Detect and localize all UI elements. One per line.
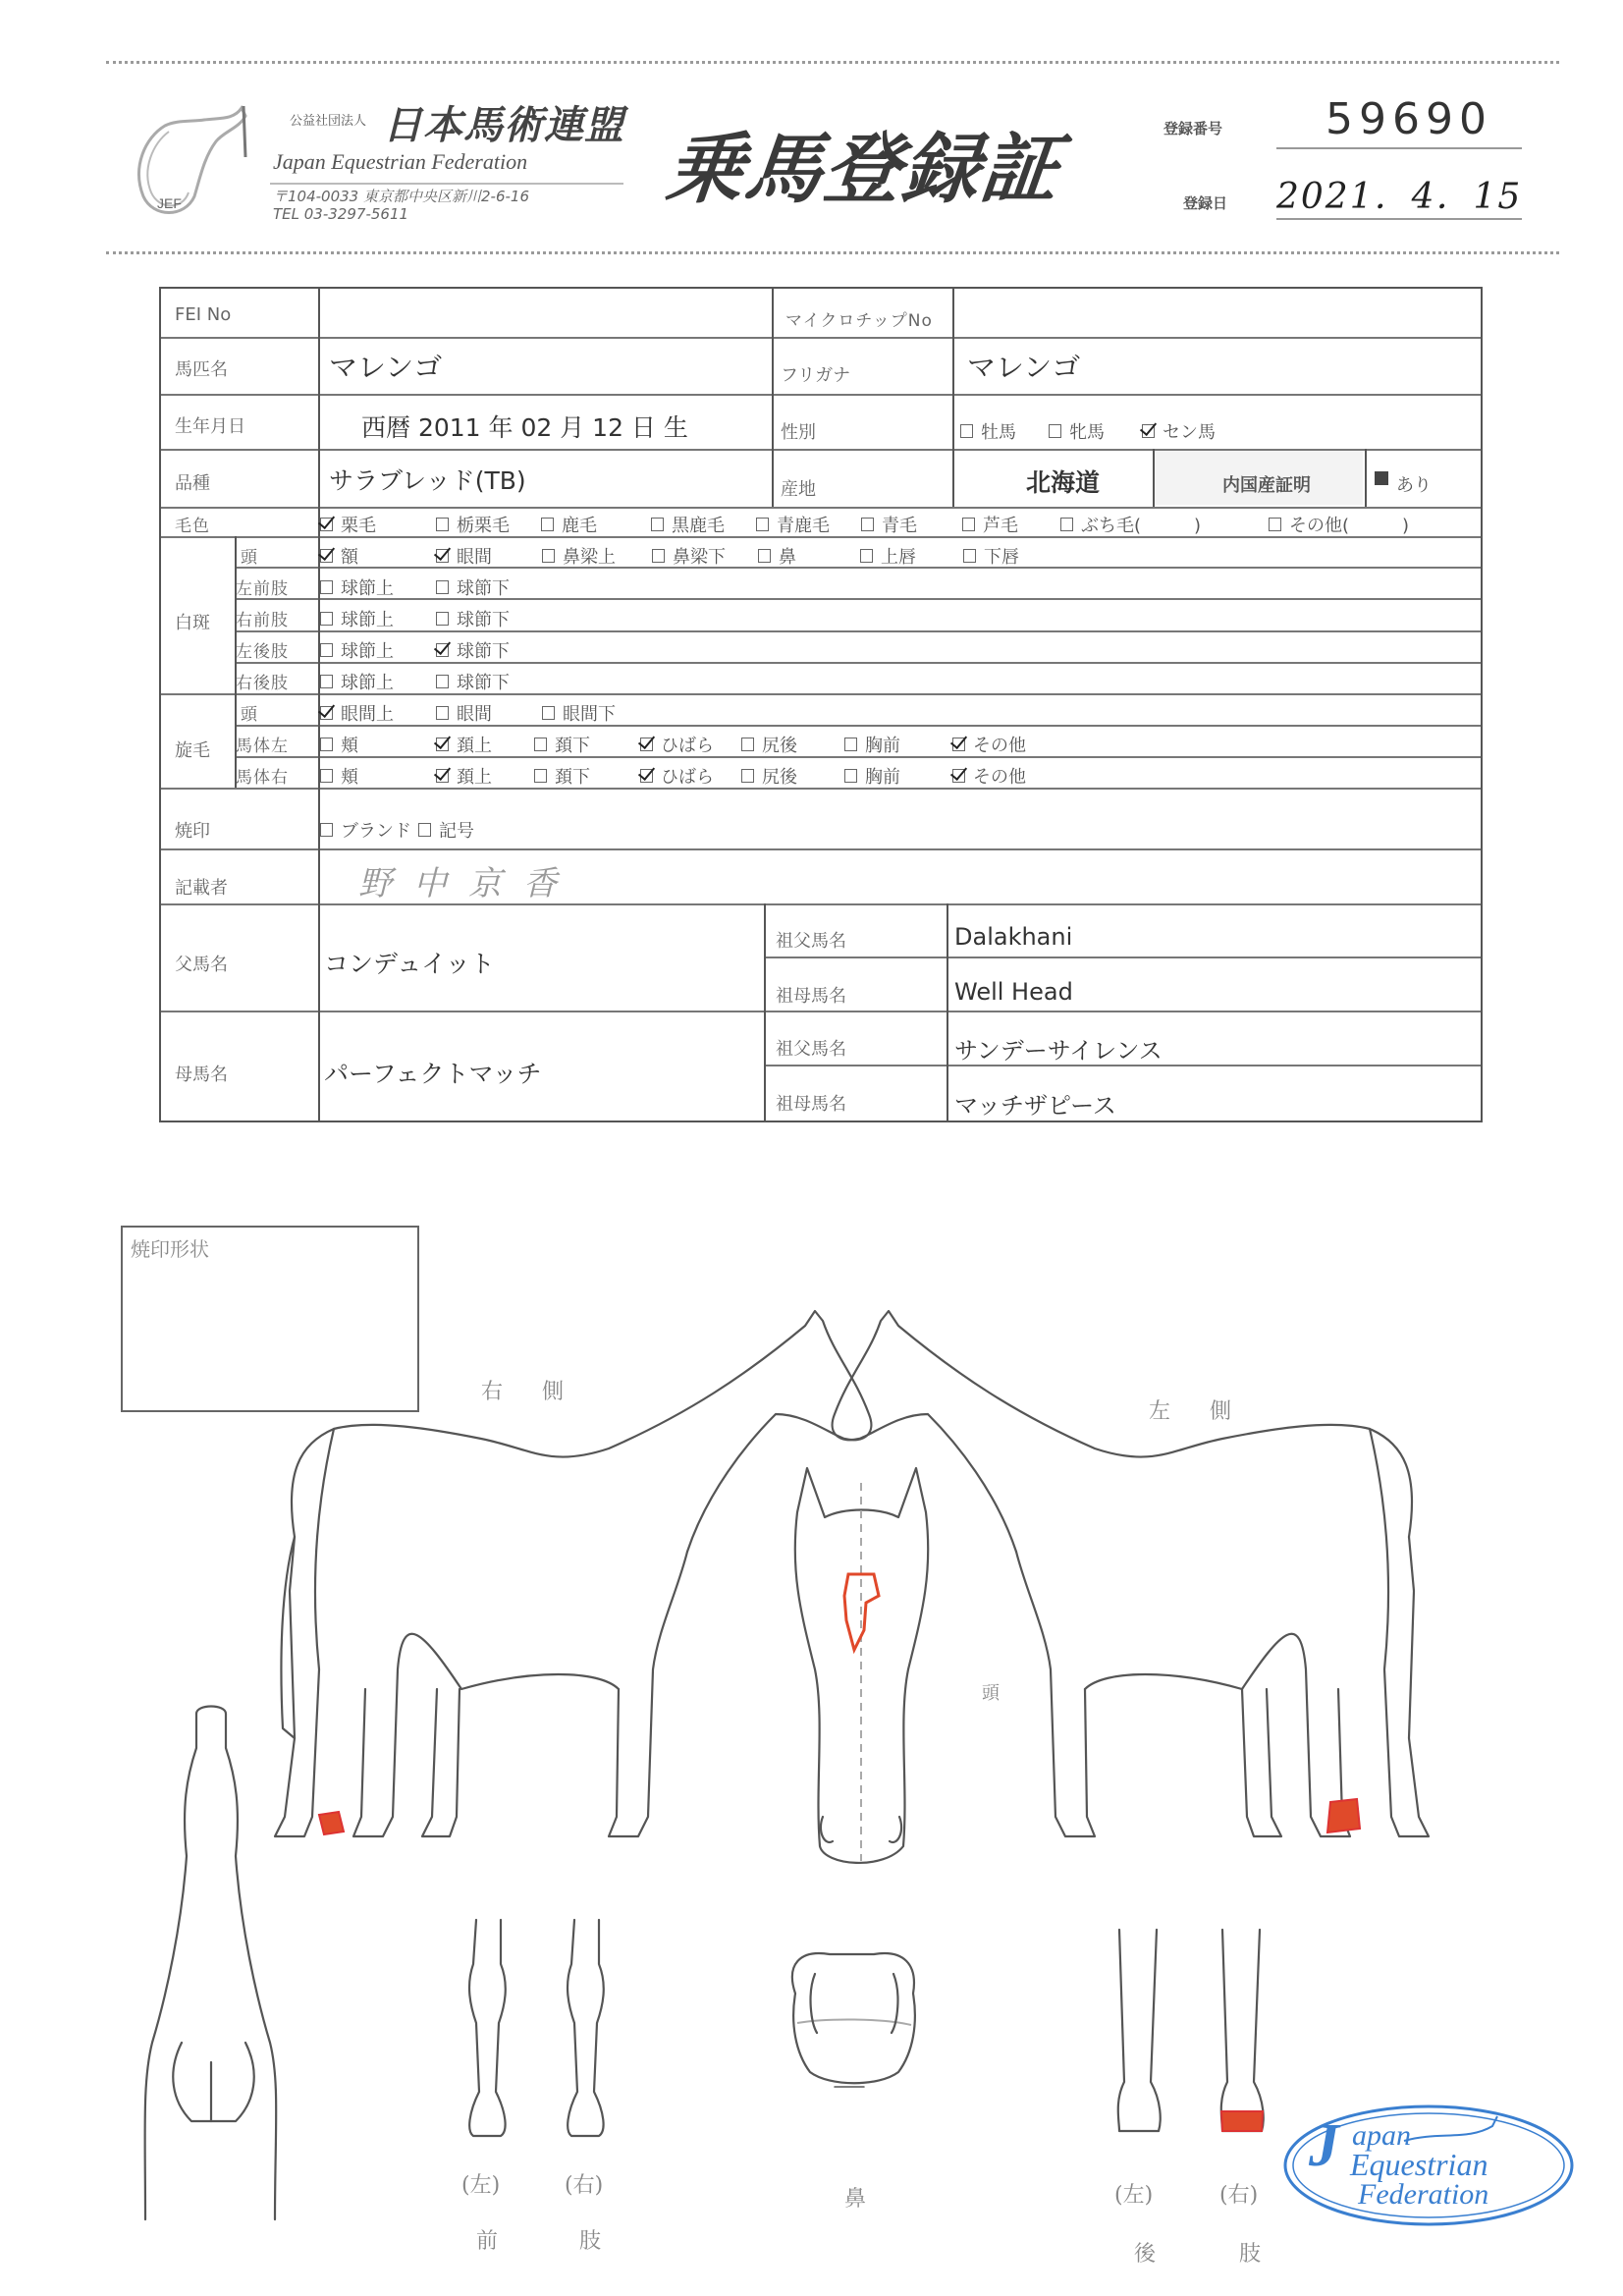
breed-label: 品種	[175, 473, 210, 494]
white-lf-options	[320, 574, 510, 600]
origin-value: 北海道	[1026, 468, 1101, 497]
checkbox-icon[interactable]	[436, 612, 449, 626]
hind-left-caption: (左)	[1114, 2183, 1154, 2208]
dam-value: パーフェクトマッチ	[324, 1060, 542, 1088]
whorl-right-options	[320, 763, 1026, 789]
furigana-label: フリガナ	[781, 365, 851, 386]
stamp-line2: Equestrian	[1350, 2147, 1488, 2182]
whorl-left-option[interactable]: その他	[952, 732, 1026, 757]
white-lh-option[interactable]: 球節下	[436, 637, 510, 663]
checkbox-checked-icon[interactable]	[436, 769, 449, 783]
brand-options	[320, 817, 474, 843]
page-title: 乗馬登録証	[662, 126, 1065, 214]
org-name-en: Japan Equestrian Federation	[273, 149, 528, 174]
domestic-cert-label: 内国産証明	[1222, 475, 1311, 496]
checkbox-icon[interactable]	[963, 549, 976, 563]
checkbox-icon[interactable]	[320, 823, 333, 837]
white-head-option[interactable]: 下唇	[963, 543, 1019, 569]
stamp-j: J	[1309, 2112, 1339, 2179]
sire-label: 父馬名	[175, 955, 228, 975]
whorl-right-option[interactable]: 頚上	[436, 763, 534, 789]
whorl-left-label: 馬体左	[236, 737, 289, 756]
checkbox-icon[interactable]	[436, 518, 449, 531]
checkbox-icon[interactable]	[741, 738, 754, 751]
front-legs-icon	[469, 1920, 604, 2136]
birth-value: 西暦 2011 年 02 月 12 日 生	[361, 413, 688, 442]
brand-option[interactable]: ブランド	[320, 817, 418, 843]
checkbox-checked-icon[interactable]	[1142, 424, 1155, 438]
checkbox-checked-icon[interactable]	[436, 738, 449, 751]
checkbox-icon[interactable]	[844, 769, 857, 783]
white-marks-label: 白斑	[175, 613, 210, 633]
whorl-head-option[interactable]: 眼間	[436, 700, 542, 726]
white-head-label: 頭	[241, 548, 258, 568]
dam-grandsire-label: 祖父馬名	[776, 1039, 846, 1060]
coat-option[interactable]: 芦毛	[962, 512, 1060, 537]
reg-no-underline	[1276, 147, 1522, 149]
coat-label: 毛色	[175, 517, 210, 536]
header-top-divider	[106, 61, 1559, 64]
checkbox-icon[interactable]	[436, 706, 449, 720]
checkbox-icon[interactable]	[436, 580, 449, 594]
checkbox-icon[interactable]	[542, 706, 555, 720]
birth-label: 生年月日	[175, 416, 245, 437]
checkbox-icon[interactable]	[756, 518, 769, 531]
checkbox-icon[interactable]	[652, 549, 665, 563]
microchip-label: マイクロチップNo	[785, 311, 933, 331]
whorl-head-options	[320, 700, 616, 726]
white-rf-option[interactable]: 球節下	[436, 606, 510, 631]
fore-caption-2: 肢	[579, 2229, 602, 2254]
dam-granddam-value: マッチザピース	[954, 1092, 1116, 1120]
checkbox-icon[interactable]	[1049, 424, 1061, 438]
org-address: 〒104-0033 東京都中央区新川2-6-16	[273, 188, 529, 205]
checkbox-checked-icon[interactable]	[320, 706, 333, 720]
origin-label: 産地	[781, 479, 816, 500]
white-mark-hind-right	[1221, 2111, 1263, 2131]
org-prefix: 公益社団法人	[290, 114, 367, 129]
saddle-logo-icon	[126, 98, 253, 226]
coat-option[interactable]: 鹿毛	[541, 512, 651, 537]
checkbox-icon[interactable]	[320, 643, 333, 657]
horse-name-label: 馬匹名	[175, 359, 228, 380]
checkbox-icon[interactable]	[960, 424, 973, 438]
checkbox-icon[interactable]	[541, 518, 554, 531]
checkbox-checked-icon[interactable]	[640, 769, 653, 783]
white-head-option[interactable]: 眼間	[436, 543, 542, 569]
right-side-horse-icon	[275, 1311, 871, 1836]
whorl-left-option[interactable]: 胸前	[844, 732, 952, 757]
coat-option[interactable]: ぶち毛( )	[1060, 512, 1269, 537]
whorl-left-option[interactable]: 頬	[320, 732, 436, 757]
white-rh-label: 右後肢	[236, 674, 289, 693]
hind-legs-icon	[1118, 1930, 1264, 2131]
checkbox-checked-icon[interactable]	[436, 549, 449, 563]
sex-option-mare[interactable]: 牝馬	[1049, 418, 1142, 444]
checkbox-checked-icon[interactable]	[952, 769, 965, 783]
reg-no-label: 登録番号	[1163, 120, 1223, 137]
checkbox-checked-icon[interactable]	[436, 643, 449, 657]
checkbox-icon[interactable]	[844, 738, 857, 751]
white-lf-option[interactable]: 球節上	[320, 574, 436, 600]
whorls-label: 旋毛	[175, 740, 210, 761]
coat-option[interactable]: 黒鹿毛	[651, 512, 756, 537]
dam-grandsire-value: サンデーサイレンス	[954, 1037, 1163, 1065]
whorl-head-label: 頭	[241, 705, 258, 725]
checkbox-icon[interactable]	[860, 549, 873, 563]
white-head-option[interactable]: 鼻梁下	[652, 543, 758, 569]
left-side-horse-icon	[833, 1311, 1429, 1836]
checkbox-icon[interactable]	[651, 518, 664, 531]
checkbox-icon[interactable]	[418, 823, 431, 837]
sire-granddam-value: Well Head	[954, 978, 1073, 1006]
muzzle-view-icon	[792, 1953, 915, 2087]
fei-no-label: FEI No	[175, 304, 232, 325]
checkbox-checked-icon[interactable]	[640, 738, 653, 751]
checkbox-icon[interactable]	[534, 769, 547, 783]
checkbox-checked-icon[interactable]	[320, 518, 333, 531]
whorl-right-option[interactable]: 頚下	[534, 763, 640, 789]
white-rh-option[interactable]: 球節下	[436, 669, 510, 694]
coat-option[interactable]: 青毛	[861, 512, 962, 537]
reg-date-value: 2021．4．15	[1276, 177, 1523, 217]
coat-options	[320, 512, 1409, 537]
sire-grandsire-label: 祖父馬名	[776, 931, 846, 952]
federation-logo	[126, 98, 253, 226]
reg-date-label: 登録日	[1183, 194, 1228, 212]
checkbox-icon[interactable]	[861, 518, 874, 531]
checkbox-icon[interactable]	[1269, 518, 1281, 531]
hind-caption-1: 後	[1134, 2242, 1157, 2267]
sire-value: コンデュイット	[324, 950, 495, 978]
org-underline	[270, 183, 623, 185]
white-rf-label: 右前肢	[236, 611, 289, 630]
checkbox-icon[interactable]	[758, 549, 771, 563]
brand-label: 焼印	[175, 821, 210, 842]
reg-date-underline	[1276, 218, 1522, 220]
recorder-label: 記載者	[175, 878, 228, 899]
white-lh-options	[320, 637, 510, 663]
sex-option-gelding[interactable]: セン馬	[1142, 418, 1216, 444]
checkbox-icon[interactable]	[320, 769, 333, 783]
hind-caption-2: 肢	[1239, 2242, 1262, 2267]
checkbox-icon[interactable]	[1060, 518, 1073, 531]
whorl-left-option[interactable]: 尻後	[741, 732, 844, 757]
whorl-left-option[interactable]: 頚下	[534, 732, 640, 757]
white-lf-option[interactable]: 球節下	[436, 574, 510, 600]
checkbox-icon[interactable]	[320, 580, 333, 594]
white-head-option[interactable]: 額	[320, 543, 436, 569]
coat-option[interactable]: 栃栗毛	[436, 512, 541, 537]
white-head-options	[320, 543, 1019, 569]
checkbox-icon[interactable]	[320, 612, 333, 626]
dam-granddam-label: 祖母馬名	[776, 1094, 846, 1115]
white-lh-label: 左後肢	[236, 642, 289, 662]
head-front-view-icon	[795, 1468, 929, 1863]
sire-grandsire-value: Dalakhani	[954, 923, 1073, 951]
whorl-head-option[interactable]: 眼間下	[542, 700, 616, 726]
stamp-line1: apan	[1352, 2119, 1411, 2152]
coat-option[interactable]: 青鹿毛	[756, 512, 861, 537]
filled-checkbox-icon[interactable]	[1375, 471, 1388, 485]
white-rf-options	[320, 606, 510, 631]
fore-left-caption: (左)	[461, 2173, 501, 2198]
muzzle-caption: 鼻	[844, 2187, 867, 2212]
whorl-head-option[interactable]: 眼間上	[320, 700, 436, 726]
right-side-label: 右側	[481, 1380, 604, 1404]
top-view-icon	[145, 1707, 277, 2220]
furigana-value: マレンゴ	[967, 351, 1081, 384]
checkbox-checked-icon[interactable]	[952, 738, 965, 751]
whorl-left-option[interactable]: ひばら	[640, 732, 741, 757]
whorl-right-option[interactable]: 尻後	[741, 763, 844, 789]
white-rh-options	[320, 669, 510, 694]
whorl-left-option[interactable]: 頚上	[436, 732, 534, 757]
white-head-option[interactable]: 鼻梁上	[542, 543, 652, 569]
sex-label: 性別	[781, 422, 816, 443]
checkbox-icon[interactable]	[741, 769, 754, 783]
recorder-signature: 野中京香	[358, 864, 578, 903]
fore-right-caption: (右)	[565, 2173, 604, 2198]
head-label: 頭	[982, 1683, 1000, 1704]
checkbox-icon[interactable]	[436, 675, 449, 688]
sire-granddam-label: 祖母馬名	[776, 986, 846, 1007]
whorl-right-option[interactable]: 胸前	[844, 763, 952, 789]
white-rf-option[interactable]: 球節上	[320, 606, 436, 631]
checkbox-checked-icon[interactable]	[320, 549, 333, 563]
white-head-option[interactable]: 鼻	[758, 543, 860, 569]
sex-option-stallion[interactable]: 牡馬	[960, 418, 1049, 444]
header-bottom-divider	[106, 251, 1559, 254]
whorl-left-options	[320, 732, 1026, 757]
white-lf-label: 左前肢	[236, 579, 289, 599]
jef-stamp	[1281, 2102, 1576, 2229]
white-mark-left-hind	[319, 1812, 344, 1834]
whorl-right-label: 馬体右	[236, 768, 289, 788]
white-lh-option[interactable]: 球節上	[320, 637, 436, 663]
breed-value: サラブレッド(TB)	[329, 466, 526, 495]
white-mark-left-hind-side	[1327, 1799, 1360, 1832]
checkbox-icon[interactable]	[962, 518, 975, 531]
checkbox-icon[interactable]	[542, 549, 555, 563]
hind-right-caption: (右)	[1219, 2183, 1259, 2208]
brand-shape-label: 焼印形状	[131, 1237, 209, 1261]
checkbox-icon[interactable]	[320, 675, 333, 688]
fore-caption-1: 前	[476, 2229, 499, 2254]
checkbox-icon[interactable]	[320, 738, 333, 751]
coat-option[interactable]: その他( )	[1269, 512, 1409, 537]
whorl-right-option[interactable]: 頬	[320, 763, 436, 789]
brand-option[interactable]: 記号	[418, 817, 474, 843]
org-tel: TEL 03-3297-5611	[273, 205, 409, 223]
dam-label: 母馬名	[175, 1065, 228, 1085]
domestic-cert-option[interactable]: あり	[1375, 471, 1432, 497]
white-head-option[interactable]: 上唇	[860, 543, 963, 569]
org-name-jp: 日本馬術連盟	[383, 102, 624, 148]
white-rh-option[interactable]: 球節上	[320, 669, 436, 694]
horse-name-value: マレンゴ	[329, 351, 443, 384]
whorl-right-option[interactable]: その他	[952, 763, 1026, 789]
reg-no-value: 59690	[1325, 94, 1492, 144]
coat-option[interactable]: 栗毛	[320, 512, 436, 537]
whorl-right-option[interactable]: ひばら	[640, 763, 741, 789]
left-side-label: 左側	[1149, 1399, 1271, 1424]
sex-options	[960, 418, 1216, 444]
svg-text:JEF: JEF	[157, 195, 182, 211]
checkbox-icon[interactable]	[534, 738, 547, 751]
stamp-line3: Federation	[1358, 2178, 1489, 2211]
